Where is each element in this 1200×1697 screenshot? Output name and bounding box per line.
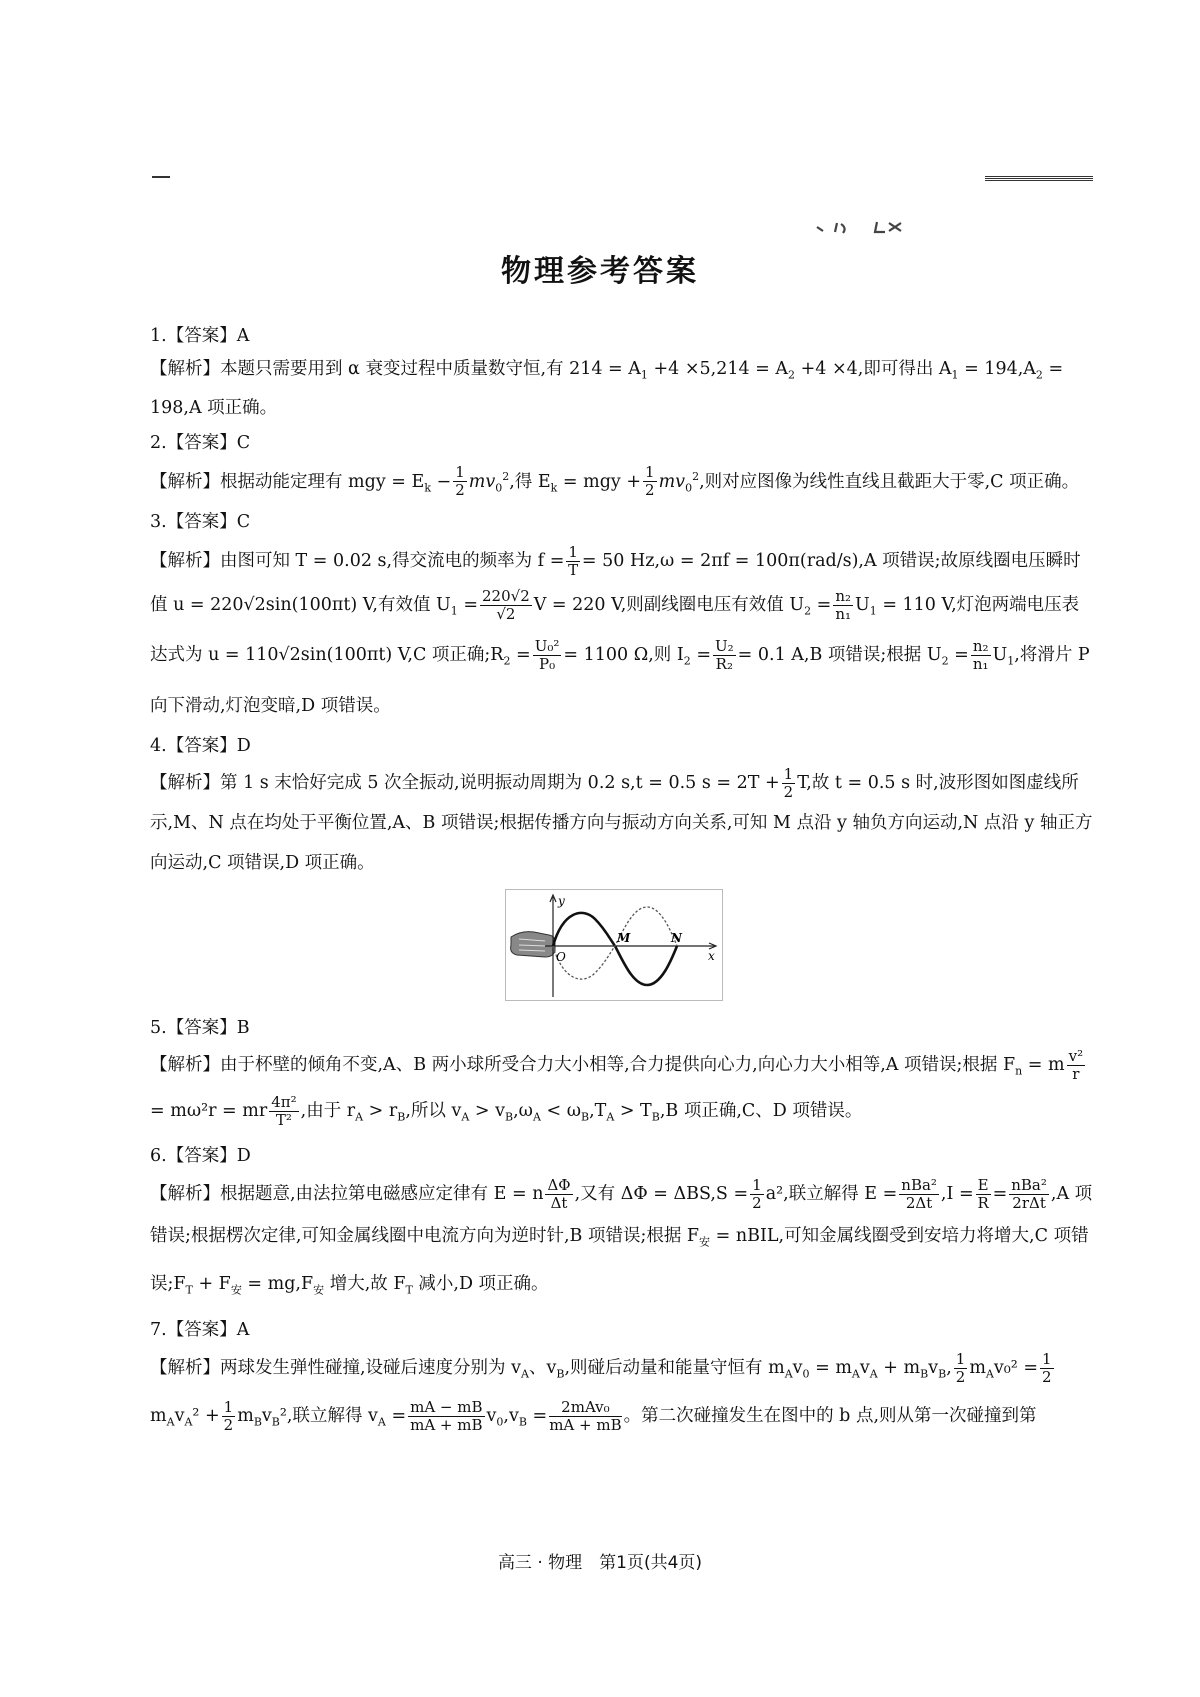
question-1 bbox=[150, 320, 1095, 425]
fraction: $\frac{1}{T}$ bbox=[568, 542, 579, 579]
fraction: $\frac{\text{n₂}}{\text{n₁}}$ bbox=[835, 586, 851, 623]
fraction: $\frac{\text{n₂}}{\text{n₁}}$ bbox=[972, 637, 989, 674]
header-rule-right bbox=[985, 176, 1093, 181]
answer-line: 6.【答案】D bbox=[150, 1145, 251, 1166]
figure-label-x: x bbox=[708, 948, 715, 963]
fraction: $\frac{220√2}{√2}$ bbox=[482, 586, 530, 623]
fraction: $\frac{\text{2mAv₀}}{mA + mB}$ bbox=[549, 1398, 622, 1435]
answer-choice: C bbox=[236, 432, 251, 453]
fraction: $\frac{\text{U₂}}{\text{R₂}}$ bbox=[715, 637, 734, 674]
fraction: $\frac{1}{2}$ bbox=[955, 1349, 966, 1386]
analysis-text: 【解析】由图可知 T = 0.02 s,得交流电的频率为 f = $\frac{1}{T}$ = 50 Hz,ω = 2πf = 100π(rad/s),A 项错误;故原线圈电压瞬时值 u = 220√2sin(100πt) V,有效值 $U_1$ = $\frac{220√2}{√2}$ V = 220 V,则副线圈电压有效值 $U_2$ = $\frac{\text{n₂}}{\text{n₁}}$ $U_1 = 110$ V,灯泡两端电压表达式为 u = 110√2sin(100πt) V,C 项正确$;R_2$ = $\frac{\text{U₀²}}{\text{P₀}}$ = 1100 Ω,则 $I_2$ = $\frac{\text{U₂}}{\text{R₂}}$ = 0.1 A,B 项错误;根据 $U_2$ = $\frac{\text{n₂}}{\text{n₁}}$ $U_1$,将滑片 P 向下滑动,灯泡变暗,D 项错误。 bbox=[150, 542, 1090, 716]
analysis-text: 【解析】两球发生弹性碰撞,设碰后速度分别为 $v_A$、$v_B$,则碰后动量和能量守恒有 $m_Av_0 = m_Av_A + m_Bv_B$, $\frac{1}{2}$ $m_Av_0^2$ = $\frac{1}{2}$ $m_Av_A^2$ + $\frac{1}{2}$ $m_Bv_B^2$,联立解得 $v_A$ = $\frac{mA - mB}{mA + mB}$ $v_0,v_B$ = $\frac{\text{2mAv₀}}{mA + mB}$ 。第二次碰撞发生在图中的 b 点,则从第一次碰撞到第 bbox=[150, 1349, 1052, 1435]
fraction: $\frac{1}{2}$ bbox=[783, 764, 794, 801]
question-4 bbox=[150, 730, 1095, 1004]
analysis-text: 【解析】由于杯壁的倾角不变,A、B 两小球所受合力大小相等,合力提供向心力,向心力大小相等,A 项错误;根据 $F_n = m$ $\frac{\text{v²}}{r}$ = mω²r = mr $\frac{\text{4π²}}{\text{T²}}$ ,由于 $r_A > r_B$,所以 $v_A > v_B,\omega_A < \omega_B,T_A > T_B,B$ 项正确,C、D 项错误。 bbox=[150, 1046, 1084, 1130]
figure-label-n: N bbox=[671, 930, 682, 945]
question-7 bbox=[150, 1314, 1095, 1444]
fraction: $\frac{\Delta\Phi}{\Delta t}$ bbox=[547, 1175, 571, 1212]
analysis-text: 【解析】第 1 s 末恰好完成 5 次全振动,说明振动周期为 0.2 s,t = 0.5 s = 2T + $\frac{1}{2}$ T,故 t = 0.5 s 时,波形图如图虚线所示,M、N 点在均处于平衡位置,A、B 项错误;根据传播方向与振动方向关系,可知 M 点沿 y 轴负方向运动,N 点沿 y 轴正方向运动,C 项错误,D 项正确。 bbox=[150, 764, 1093, 873]
answer-choice: B bbox=[236, 1017, 250, 1038]
answer-choice: D bbox=[236, 1145, 251, 1166]
wave-figure bbox=[505, 889, 723, 1001]
figure-label-origin: O bbox=[556, 949, 566, 964]
answer-choice: A bbox=[236, 326, 250, 346]
answers-body bbox=[150, 320, 1095, 1446]
figure-label-y: y bbox=[558, 893, 565, 908]
analysis-text: 【解析】根据题意,由法拉第电磁感应定律有 E = n $\frac{\Delta\Phi}{\Delta t}$ ,又有 ΔΦ = ΔBS,S = $\frac{1}{2}$ a²,联立解得 E = $\frac{\text{nBa²}}{2\Delta t}$ ,I = $\frac{E}{R}$ = $\frac{\text{nBa²}}{\text{2rΔt}}$ ,A 项错误;根据楞次定律,可知金属线圈中电流方向为逆时针,B 项错误;根据 $F_安$ = nBIL,可知金属线圈受到安培力将增大,C 项错误$;F_T + F_安 = mg,F_安$ 增大,故 $F_T$ 减小,D 项正确。 bbox=[150, 1175, 1093, 1297]
fraction: $\frac{\text{v²}}{r}$ bbox=[1068, 1046, 1084, 1083]
fraction: $\frac{\text{U₀²}}{\text{P₀}}$ bbox=[534, 637, 560, 674]
header-rule-left bbox=[152, 176, 170, 178]
question-3 bbox=[150, 506, 1095, 728]
analysis-text: 【解析】根据动能定理有 mgy = $E_k$ − $\frac{1}{2}$ $mv_0^2$,得 $E_k$ = mgy + $\frac{1}{2}$ $mv_0^2$,则对应图像为线性直线且截距大于零,C 项正确。 bbox=[150, 463, 1080, 500]
question-5 bbox=[150, 1012, 1095, 1138]
fraction: $\frac{E}{R}$ bbox=[977, 1175, 989, 1212]
header-faded-mark bbox=[815, 220, 903, 234]
page-footer: 高三 · 物理 第1页(共4页) bbox=[497, 1553, 703, 1573]
wave-figure-container bbox=[150, 889, 1095, 1004]
fraction: $\frac{\text{nBa²}}{\text{2rΔt}}$ bbox=[1011, 1175, 1047, 1212]
answer-line: 7.【答案】A bbox=[150, 1319, 250, 1340]
answer-line: 1.【答案】A bbox=[150, 326, 250, 346]
question-2 bbox=[150, 427, 1095, 504]
fraction: $\frac{mA - mB}{mA + mB}$ bbox=[410, 1398, 483, 1435]
fraction: $\frac{\text{4π²}}{\text{T²}}$ bbox=[271, 1093, 297, 1130]
analysis-text: 【解析】本题只需要用到 α 衰变过程中质量数守恒,有 $214 = A_1 +4 \times 5,214 = A_2 +4 \times 4$,即可得出 $A_1 = 194,A_2 = 198,A$ 项正确。 bbox=[150, 359, 1064, 418]
answer-choice: C bbox=[236, 511, 251, 532]
question-6 bbox=[150, 1140, 1095, 1312]
fraction: $\frac{1}{2}$ bbox=[1042, 1349, 1052, 1386]
answer-choice: D bbox=[236, 735, 251, 756]
answer-line: 2.【答案】C bbox=[150, 432, 251, 453]
fraction: $\frac{1}{2}$ bbox=[645, 463, 655, 500]
fraction: $\frac{1}{2}$ bbox=[455, 463, 465, 500]
answer-line: 3.【答案】C bbox=[150, 511, 251, 532]
fraction: $\frac{\text{nBa²}}{2\Delta t}$ bbox=[901, 1175, 937, 1212]
fraction: $\frac{1}{2}$ bbox=[752, 1175, 762, 1212]
fraction: $\frac{1}{2}$ bbox=[223, 1398, 234, 1435]
figure-label-m: M bbox=[617, 930, 631, 945]
answer-line: 4.【答案】D bbox=[150, 735, 251, 756]
hand-icon bbox=[511, 931, 555, 956]
answer-choice: A bbox=[236, 1319, 250, 1340]
page-title: 物理参考答案 bbox=[501, 254, 699, 289]
answer-line: 5.【答案】B bbox=[150, 1017, 250, 1038]
